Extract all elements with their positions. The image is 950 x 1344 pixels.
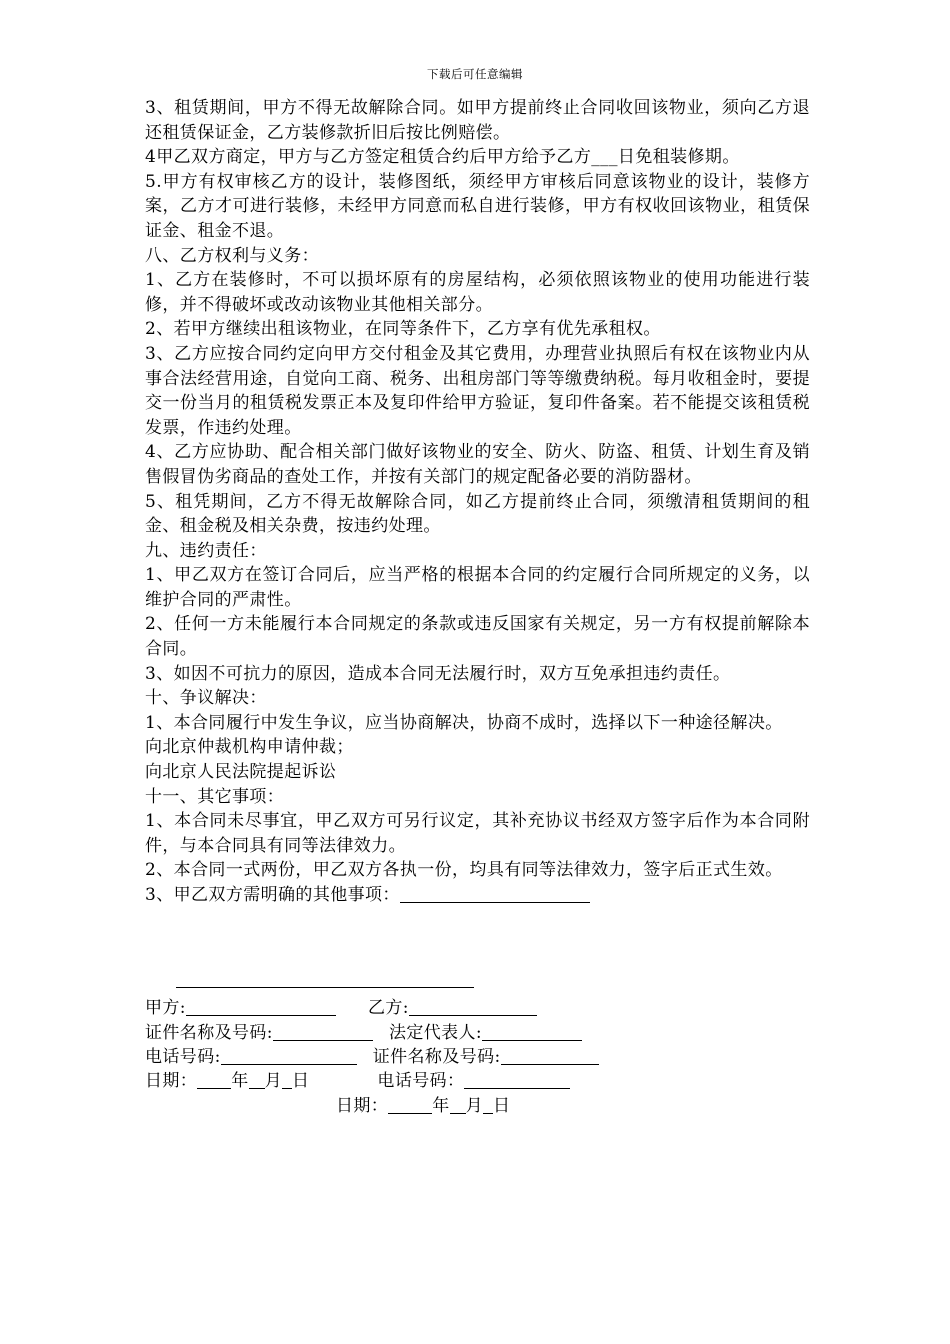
signature-row-2 [145, 1021, 582, 1045]
paragraph: 1、本合同履行中发生争议，应当协商解决，协商不成时，选择以下一种途径解决。 [145, 712, 783, 733]
date-a-month-blank[interactable] [249, 1070, 265, 1089]
paragraph: 4、乙方应协助、配合相关部门做好该物业的安全、防火、防盗、租赁、计划生育及销售假冒伪劣商品的查处工作，并按有关部门的规定配备必要的消防器材。 [145, 442, 810, 487]
date-b-day-blank[interactable] [483, 1095, 493, 1114]
paragraph: 3、乙方应按合同约定向甲方交付租金及其它费用，办理营业执照后有权在该物业内从事合法经营用途，自觉向工商、税务、出租房部门等等缴费纳税。每月收租金时，要提交一份当月的租赁税发票正本及复印件给甲方验证，复印件备案。若不能提交该租赁税发票，作违约处理。 [145, 343, 810, 438]
paragraph: 1、本合同未尽事宜，甲乙双方可另行议定，其补充协议书经双方签字后作为本合同附件，与本合同具有同等法律效力。 [145, 811, 810, 856]
signature-row-3 [145, 1045, 599, 1069]
party-a-label: 甲方: [145, 998, 186, 1018]
date-b-day: 日 [493, 1096, 511, 1116]
paragraph: 5.甲方有权审核乙方的设计，装修图纸，须经甲方审核后同意该物业的设计，装修方案，乙方才可进行装修，未经甲方同意而私自进行装修，甲方有权收回该物业，租赁保证金、租金不退。 [145, 171, 810, 241]
paragraph: 2、任何一方未能履行本合同规定的条款或违反国家有关规定，另一方有权提前解除本合同。 [145, 614, 810, 660]
date-b-year-blank[interactable] [388, 1095, 432, 1114]
signature-row-4 [145, 1069, 570, 1093]
date-label-a: 日期： [145, 1071, 198, 1091]
date-a-year: 年 [231, 1071, 249, 1091]
option-litigation: 向北京人民法院提起诉讼 [145, 762, 337, 783]
id-blank-a[interactable] [273, 1022, 373, 1041]
contract-body [145, 96, 810, 908]
option-arbitration: 向北京仲裁机构申请仲裁； [145, 737, 354, 758]
id-label-a: 证件名称及号码: [145, 1023, 273, 1043]
id-blank-b[interactable] [501, 1046, 599, 1065]
date-a-year-blank[interactable] [197, 1070, 231, 1089]
date-b-year: 年 [432, 1096, 450, 1116]
date-b-month: 月 [465, 1096, 484, 1116]
paragraph: 1、甲乙双方在签订合同后，应当严格的根据本合同的约定履行合同所规定的义务，以维护合同的严肃性。 [145, 565, 810, 610]
other-matters-label: 3、甲乙双方需明确的其他事项： [145, 885, 400, 905]
phone-blank-b[interactable] [464, 1070, 570, 1089]
section-heading: 十一、其它事项： [145, 786, 285, 807]
signature-row-5 [336, 1094, 510, 1118]
paragraph: 1、乙方在装修时，不可以损坏原有的房屋结构，必须依照该物业的使用功能进行装修，并不得破坏或改动该物业其他相关部分。 [145, 270, 810, 315]
section-heading: 十、争议解决： [145, 688, 267, 709]
party-b-blank[interactable] [409, 997, 537, 1016]
date-a-day-blank[interactable] [282, 1070, 292, 1089]
date-label-b: 日期： [336, 1096, 389, 1116]
date-a-month: 月 [264, 1071, 283, 1091]
paragraph: 2、若甲方继续出租该物业，在同等条件下，乙方享有优先承租权。 [145, 319, 661, 340]
signature-row-1 [145, 996, 537, 1020]
phone-label-a: 电话号码: [145, 1047, 221, 1067]
legal-rep-blank[interactable] [482, 1022, 582, 1041]
paragraph: 2、本合同一式两份，甲乙双方各执一份，均具有同等法律效力，签字后正式生效。 [145, 860, 783, 881]
paragraph-other-matters [145, 883, 810, 908]
header-note: 下载后可任意编辑 [427, 67, 523, 81]
paragraph: 3、如因不可抗力的原因，造成本合同无法履行时，双方互免承担违约责任。 [145, 663, 731, 684]
party-a-blank[interactable] [186, 997, 336, 1016]
section-heading: 八、乙方权利与义务： [145, 245, 319, 266]
other-matters-blank-line2[interactable] [176, 987, 474, 988]
section-heading: 九、违约责任： [145, 540, 267, 561]
id-label-b: 证件名称及号码: [372, 1047, 501, 1067]
party-b-label: 乙方: [367, 998, 409, 1018]
paragraph: 3、租赁期间，甲方不得无故解除合同。如甲方提前终止合同收回该物业，须向乙方退还租赁保证金，乙方装修款折旧后按比例赔偿。 [145, 98, 810, 143]
other-matters-blank[interactable] [400, 884, 590, 903]
phone-blank-a[interactable] [221, 1046, 357, 1065]
date-a-day: 日 [292, 1071, 310, 1091]
paragraph: 4甲乙双方商定，甲方与乙方签定租赁合约后甲方给予乙方___日免租装修期。 [145, 147, 740, 168]
phone-label-b: 电话号码： [377, 1071, 465, 1091]
paragraph: 5、租凭期间，乙方不得无故解除合同，如乙方提前终止合同，须缴清租赁期间的租金、租金税及相关杂费，按违约处理。 [145, 491, 810, 537]
legal-rep-label: 法定代表人: [388, 1023, 483, 1043]
date-b-month-blank[interactable] [450, 1095, 466, 1114]
